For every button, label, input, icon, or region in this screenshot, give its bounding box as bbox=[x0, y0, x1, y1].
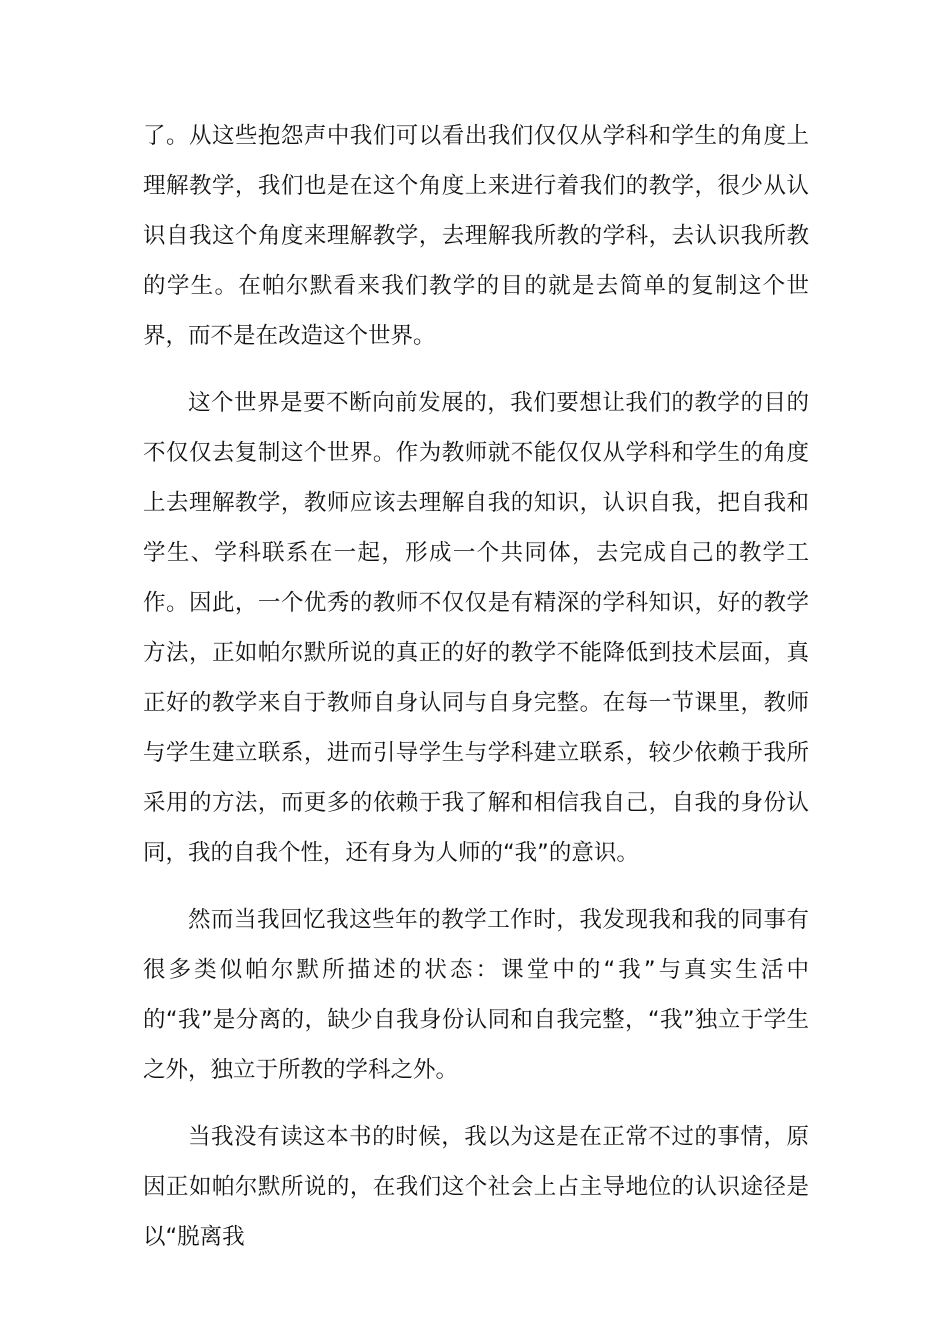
paragraph-2: 这个世界是要不断向前发展的，我们要想让我们的教学的目的不仅仅去复制这个世界。作为教师就不能仅仅从学科和学生的角度上去理解教学，教师应该去理解自我的知识，认识自我，把自我和学生、学科联系在一起，形成一个共同体，去完成自己的教学工作。因此，一个优秀的教师不仅仅是有精深的学科知识，好的教学方法，正如帕尔默所说的真正的好的教学不能降低到技术层面，真正好的教学来自于教师自身认同与自身完整。在每一节课里，教师与学生建立联系，进而引导学生与学科建立联系，较少依赖于我所采用的方法，而更多的依赖于我了解和相信我自己，自我的身份认同，我的自我个性，还有身为人师的“我”的意识。 bbox=[143, 390, 809, 866]
body-text bbox=[143, 111, 809, 1262]
paragraph-continuation: 了。从这些抱怨声中我们可以看出我们仅仅从学科和学生的角度上理解教学，我们也是在这个角度上来进行着我们的教学，很少从认识自我这个角度来理解教学，去理解我所教的学科，去认识我所教的学生。在帕尔默看来我们教学的目的就是去简单的复制这个世界，而不是在改造这个世界。 bbox=[143, 123, 809, 349]
paragraph-4: 当我没有读这本书的时候，我以为这是在正常不过的事情，原因正如帕尔默所说的，在我们这个社会上占主导地位的认识途径是以“脱离我 bbox=[143, 1124, 809, 1250]
paragraph-3: 然而当我回忆我这些年的教学工作时，我发现我和我的同事有很多类似帕尔默所描述的状态：课堂中的“我”与真实生活中的“我”是分离的，缺少自我身份认同和自我完整，“我”独立于学生之外，独立于所教的学科之外。 bbox=[143, 907, 809, 1083]
